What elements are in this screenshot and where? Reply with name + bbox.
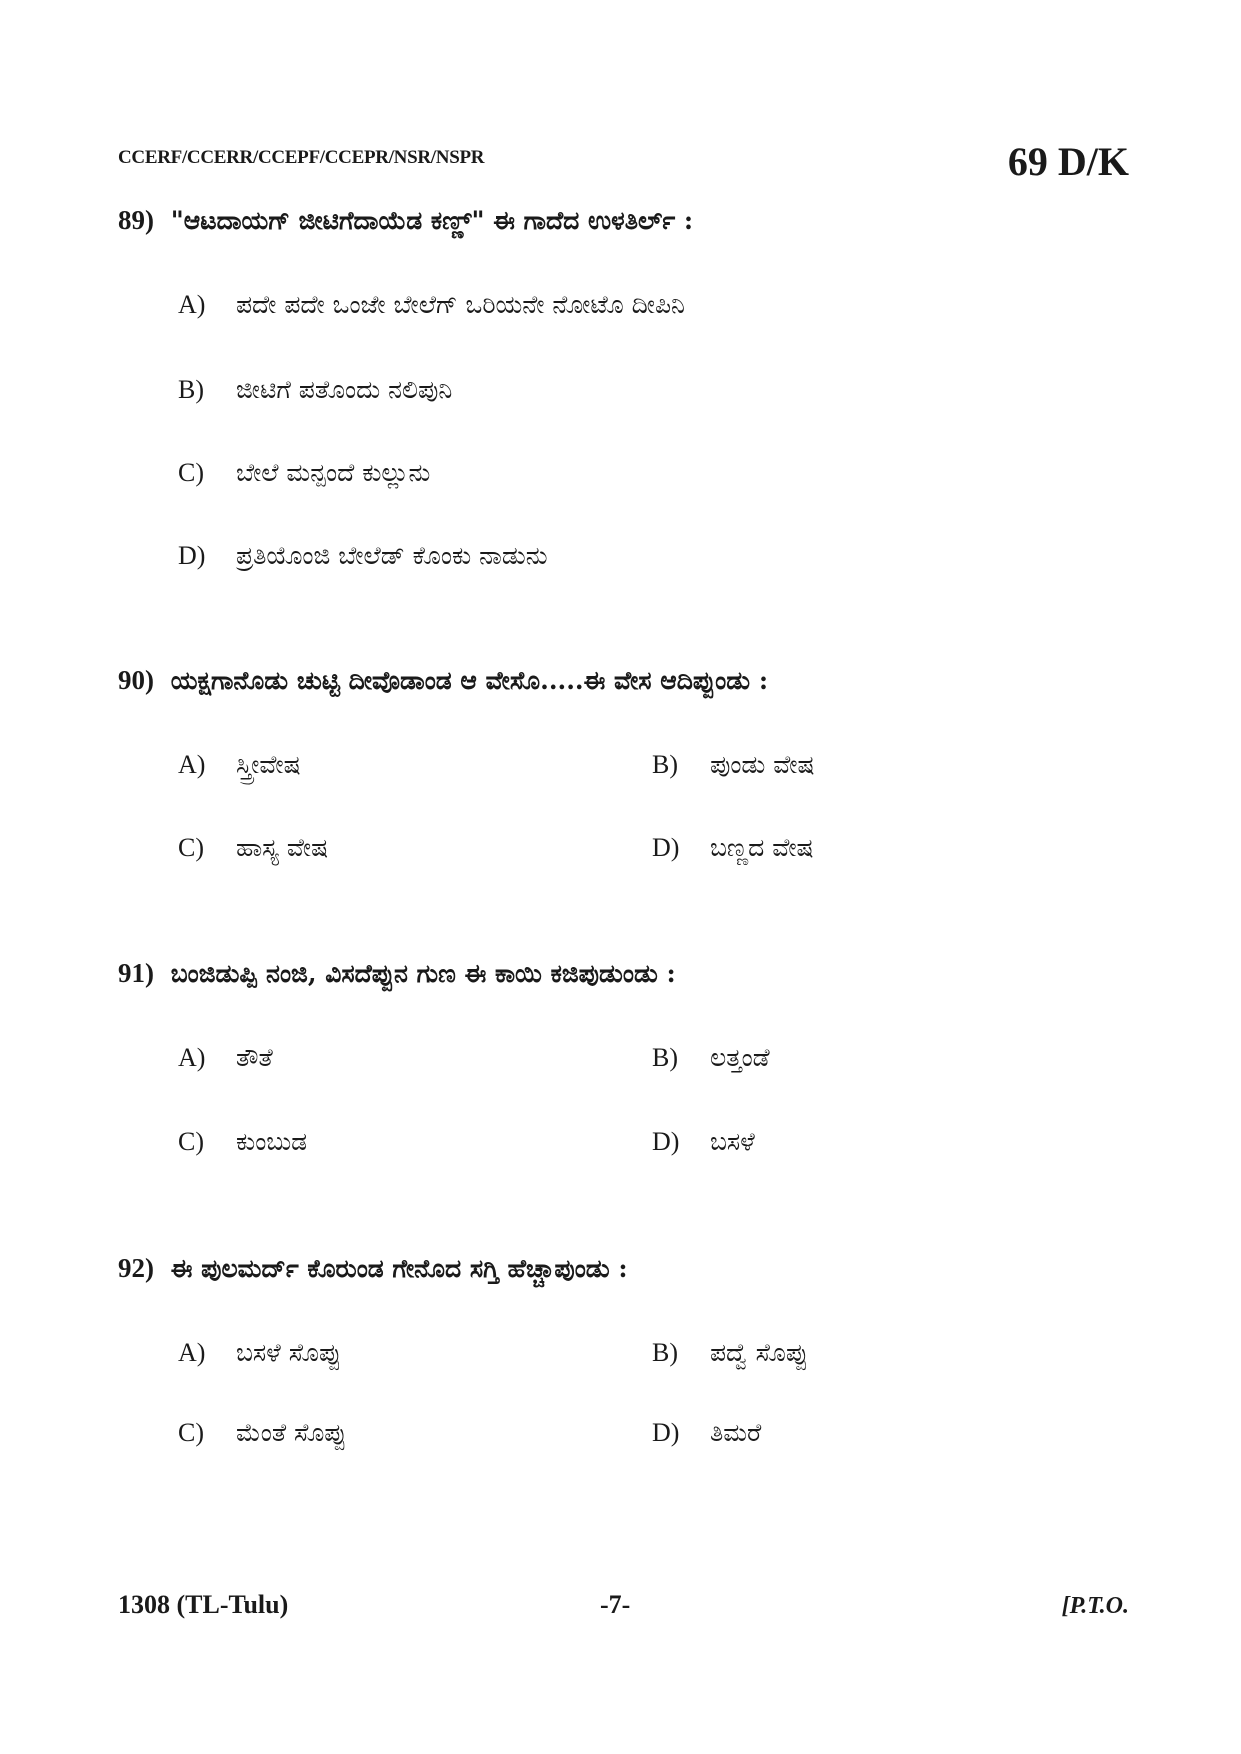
question-92 xyxy=(118,1253,1128,1284)
option-text: ಬಣ್ಣದ ವೇಷ xyxy=(710,833,814,862)
option-letter: D) xyxy=(178,541,206,570)
option-letter: B) xyxy=(652,1338,678,1367)
option-letter: A) xyxy=(178,290,206,319)
footer-subject: 1308 (TL-Tulu) xyxy=(118,1590,289,1619)
option-text: ಕುಂಬುಡ xyxy=(236,1127,308,1156)
option-text: ಪದೇ ಪದೇ ಒಂಜೇ ಬೇಲೆಗ್ ಒರಿಯನೇ ನೋಟೊ ದೀಪಿನಿ xyxy=(236,290,685,319)
footer-pto: [P.T.O. xyxy=(1061,1593,1129,1619)
q91-option-a xyxy=(178,1043,273,1073)
q92-option-a xyxy=(178,1338,341,1368)
paper-id: 69 D/K xyxy=(1007,139,1129,184)
question-89 xyxy=(118,205,1128,236)
question-text: "ಆಟದಾಯಗ್ ಜೀಟಿಗೆದಾಯೆಡ ಕಣ್ಣ್" ಈ ಗಾದೆದ ಉಳತಿರ್ಲ್ : xyxy=(170,206,694,235)
q90-option-d xyxy=(652,833,814,863)
option-letter: B) xyxy=(652,1043,678,1072)
option-text: ತಿಮರೆ xyxy=(710,1418,762,1447)
option-text: ಹಾಸ್ಯ ವೇಷ xyxy=(236,833,329,862)
question-90 xyxy=(118,665,1128,696)
question-number: 92) xyxy=(118,1253,154,1283)
option-letter: C) xyxy=(178,833,204,862)
option-letter: A) xyxy=(178,1043,206,1072)
q91-option-d xyxy=(652,1127,755,1157)
q90-option-b xyxy=(652,750,815,780)
option-text: ಪ್ರತಿಯೊಂಜಿ ಬೇಲೆಡ್ ಕೊಂಕು ನಾಡುನು xyxy=(236,541,548,570)
question-text: ಯಕ್ಷಗಾನೊಡು ಚುಟ್ಟಿ ದೀವೊಡಾಂಡ ಆ ವೇಸೊ.....ಈ ವೇಸ ಆದಿಪ್ಪುಂಡು : xyxy=(170,666,769,695)
option-letter: A) xyxy=(178,750,206,779)
question-number: 91) xyxy=(118,958,154,988)
question-text: ಬಂಜಿಡುಪ್ಪಿ ನಂಜಿ, ವಿಸದೆಪ್ಪುನ ಗುಣ ಈ ಕಾಯಿ ಕಜಿಪುಡುಂಡು : xyxy=(170,959,676,988)
page-number: -7- xyxy=(600,1590,631,1619)
option-letter: C) xyxy=(178,1418,204,1447)
q91-option-b xyxy=(652,1043,770,1073)
q90-option-c xyxy=(178,833,328,863)
option-text: ತೌತೆ xyxy=(236,1043,273,1072)
option-text: ಬಸಳೆ ಸೊಪ್ಪು xyxy=(236,1338,342,1367)
q89-option-c xyxy=(178,458,430,488)
option-text: ಬೇಲೆ ಮನ್ಪಂದೆ ಕುಲ್ಲುನು xyxy=(236,458,431,487)
option-text: ಪುಂಡು ವೇಷ xyxy=(710,750,815,779)
q90-option-a xyxy=(178,750,301,780)
option-text: ಮೆಂತೆ ಸೊಪ್ಪು xyxy=(236,1418,347,1447)
q89-option-d xyxy=(178,541,548,571)
q89-option-b xyxy=(178,375,452,405)
question-number: 90) xyxy=(118,665,154,695)
question-number: 89) xyxy=(118,205,154,235)
q92-option-b xyxy=(652,1338,808,1368)
option-text: ಜೀಟಿಗೆ ಪತೊಂದು ನಲಿಪುನಿ xyxy=(236,375,453,404)
header-code: CCERF/CCERR/CCEPF/CCEPR/NSR/NSPR xyxy=(118,147,485,168)
question-text: ಈ ಪುಲಮರ್ದ್ ಕೊರುಂಡ ಗೇನೊದ ಸಗ್ತಿ ಹೆಚ್ಚಾಪುಂಡು : xyxy=(170,1254,628,1283)
option-letter: D) xyxy=(652,1127,680,1156)
option-letter: C) xyxy=(178,1127,204,1156)
q89-option-a xyxy=(178,290,685,320)
question-91 xyxy=(118,958,1128,989)
option-letter: B) xyxy=(178,375,204,404)
q92-option-c xyxy=(178,1418,347,1448)
option-letter: A) xyxy=(178,1338,206,1367)
option-letter: B) xyxy=(652,750,678,779)
option-text: ಬಸಳೆ xyxy=(710,1127,755,1156)
option-letter: C) xyxy=(178,458,204,487)
option-letter: D) xyxy=(652,833,680,862)
q92-option-d xyxy=(652,1418,761,1448)
option-text: ಸ್ತ್ರೀವೇಷ xyxy=(236,750,301,779)
option-text: ಪದ್ವೆ ಸೊಪ್ಪು xyxy=(710,1338,809,1367)
option-letter: D) xyxy=(652,1418,680,1447)
q91-option-c xyxy=(178,1127,307,1157)
option-text: ಲತ್ತಂಡೆ xyxy=(710,1043,770,1072)
